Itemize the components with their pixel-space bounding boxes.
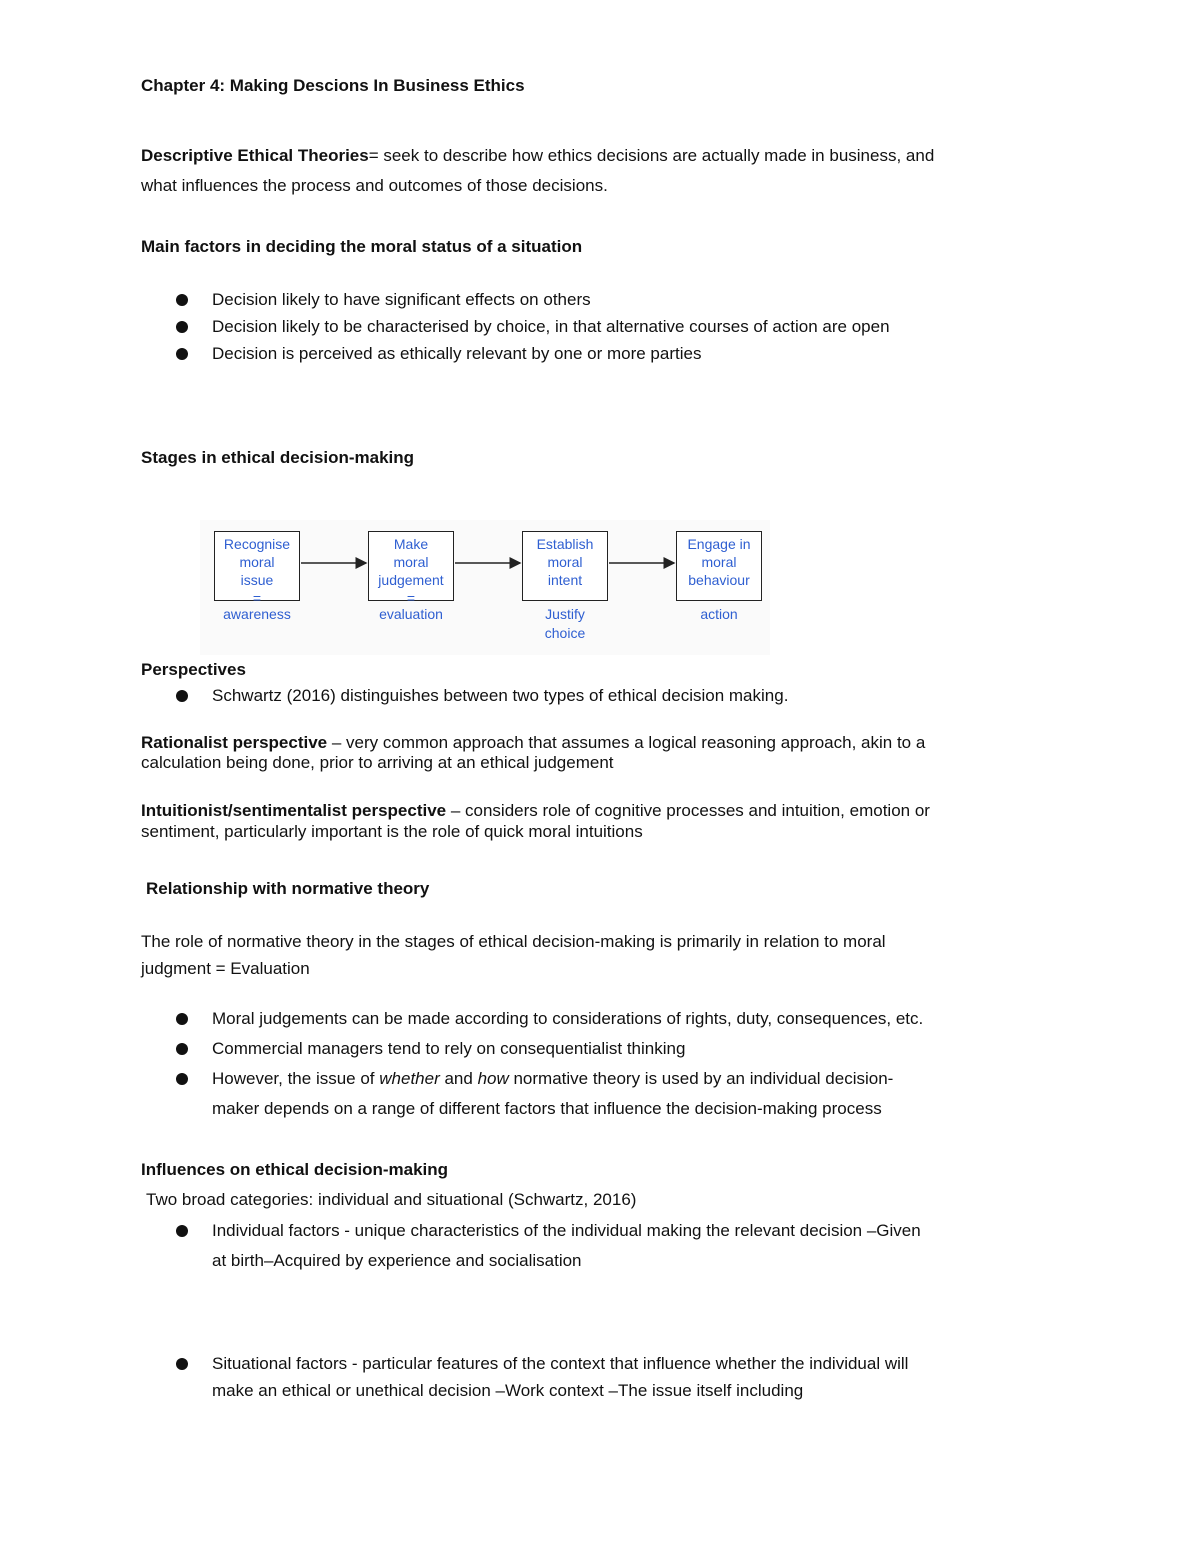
bullet-icon [176,1013,188,1025]
bullet-icon [176,690,188,702]
influences-heading: Influences on ethical decision-making [141,1160,449,1179]
stage-box-intent: Establish moral intent [522,531,608,601]
stage-label-justify: Justify choice [544,606,586,641]
stage-box-judgement: Make moral judgement = [368,531,454,601]
stage-label-action: action [700,606,738,622]
normative-item3-line-2: maker depends on a range of different factors that influence the decision-making process [212,1099,882,1118]
rationalist-term: Rationalist perspective [141,733,328,752]
stage-label-evaluation: evaluation [379,606,443,622]
rationalist-line-2: calculation being done, prior to arriving at an ethical judgement [141,753,614,772]
stage-box-recognise: Recognise moral issue = [214,531,300,601]
bullet-icon [176,1358,188,1370]
normative-para-line-2: judgment = Evaluation [141,959,310,978]
bullet-icon [176,1073,188,1085]
influences-intro: Two broad categories: individual and situational (Schwartz, 2016) [146,1190,637,1209]
intuitionist-term: Intuitionist/sentimentalist perspective [141,801,447,820]
page-title: Chapter 4: Making Descions In Business Ethics [141,76,525,95]
stage-label-awareness: awareness [223,606,291,622]
normative-para-line-1: The role of normative theory in the stages of ethical decision-making is primarily in relation to moral [141,932,886,951]
bullet-icon [176,1043,188,1055]
stages-heading: Stages in ethical decision-making [141,448,415,467]
main-factors-heading: Main factors in deciding the moral status of a situation [141,237,583,256]
intuitionist-line-1: Intuitionist/sentimentalist perspective – considers role of cognitive processes and intuition, emotion or [141,801,930,820]
descriptive-line-2: what influences the process and outcomes of those decisions. [141,176,608,195]
rationalist-line-1: Rationalist perspective – very common approach that assumes a logical reasoning approach, akin to a [141,733,926,752]
stage-box-behaviour: Engage in moral behaviour [676,531,762,601]
individual-line-2: at birth–Acquired by experience and socialisation [212,1251,582,1270]
descriptive-definition: = seek to describe how ethics decisions are actually made in business, and [368,146,935,165]
bullet-icon [176,1225,188,1237]
normative-heading: Relationship with normative theory [146,879,430,898]
perspectives-heading: Perspectives [141,660,246,679]
descriptive-term: Descriptive Ethical Theories [141,146,369,165]
intuitionist-line-2: sentiment, particularly important is the role of quick moral intuitions [141,822,643,841]
situational-line-2: make an ethical or unethical decision –Work context –The issue itself including [212,1381,804,1400]
